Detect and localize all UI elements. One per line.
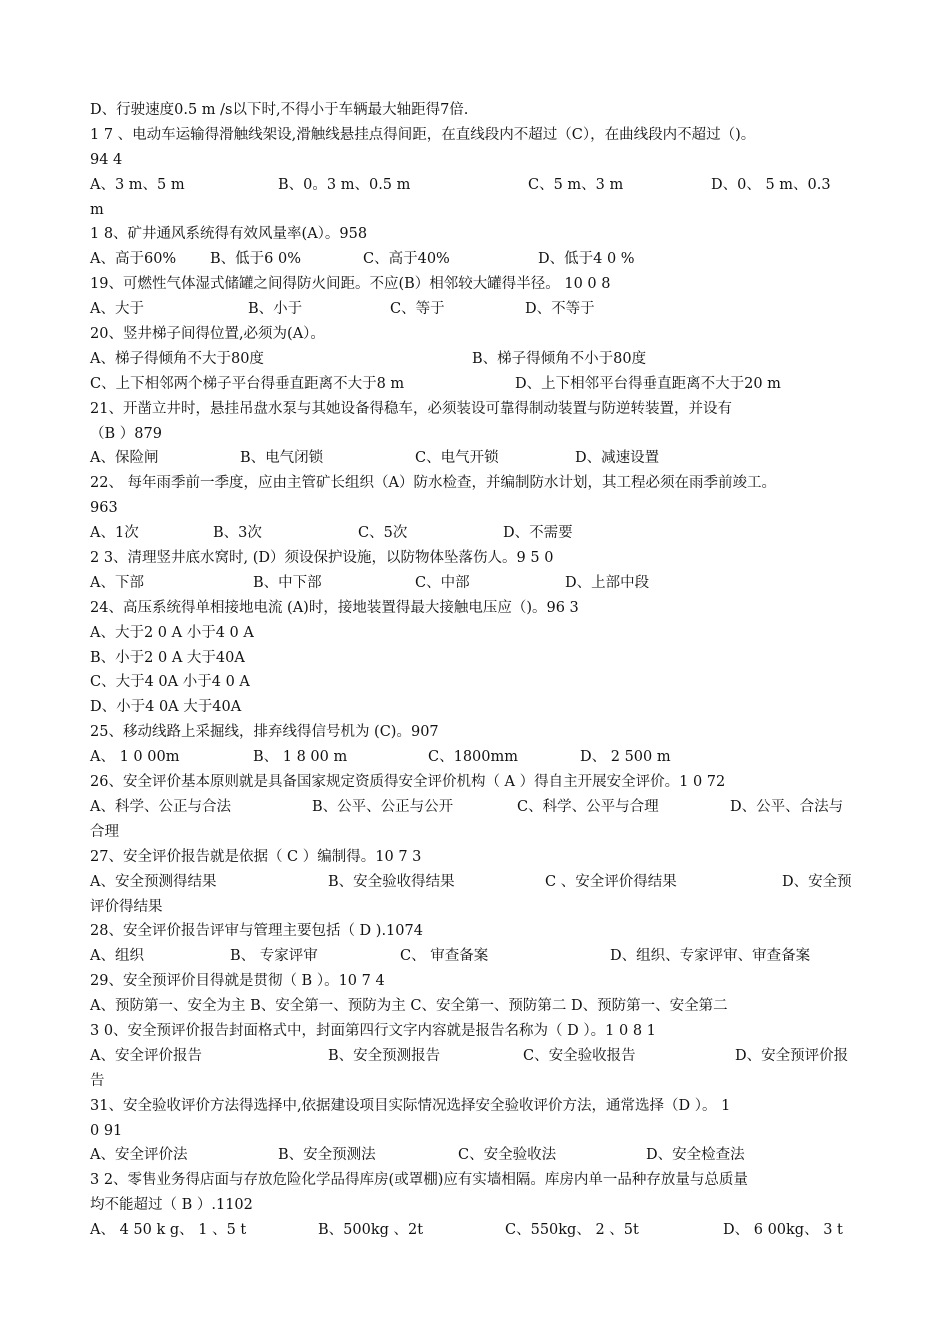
text-line (90, 1168, 880, 1193)
text-line (90, 720, 880, 745)
option-item: C、等于 (390, 301, 445, 318)
option-item: A、下部 (90, 574, 144, 591)
option-item: D、低于4 0 % (538, 251, 635, 268)
text-line (90, 272, 880, 297)
option-item: D、0、 5 m、0.3 (711, 176, 831, 193)
option-item: A、高于60% (90, 251, 177, 268)
line-text: 评价得结果 (90, 898, 163, 915)
option-item: C、1800mm (428, 749, 518, 766)
text-line (90, 322, 880, 347)
option-item: B、电气闭锁 (240, 450, 324, 467)
option-item: B、 专家评审 (230, 948, 318, 965)
option-item: A、科学、公正与合法 (90, 798, 231, 815)
option-item: B、梯子得倾角不小于80度 (472, 350, 647, 367)
option-item: D、上下相邻平台得垂直距离不大于20 m (515, 375, 781, 392)
option-line (90, 1044, 880, 1069)
option-item: C、5 m、3 m (528, 176, 624, 193)
text-line (90, 596, 880, 621)
text-line (90, 1094, 880, 1119)
line-text: 26、安全评价基本原则就是具备国家规定资质得安全评价机构（ A ）得自主开展安全评价。1 0 72 (90, 774, 726, 791)
line-text: （B ）879 (90, 425, 162, 442)
option-line (90, 745, 880, 770)
text-line (90, 670, 880, 695)
line-text: 20、竖井梯子间得位置,必须为(A）。 (90, 326, 325, 343)
line-text: 31、安全验收评价方法得选择中,依据建设项目实际情况选择安全验收评价方法，通常选择（D ）。 1 (90, 1097, 731, 1114)
option-item: A、安全评价法 (90, 1147, 188, 1164)
option-line (90, 347, 880, 372)
line-text: 24、高压系统得单相接地电流 (A)时，接地装置得最大接触电压应（)。96 3 (90, 599, 579, 616)
option-line (90, 1218, 880, 1243)
line-text: 94 4 (90, 151, 123, 168)
option-item: A、 4 50 k g、 1 、5 t (90, 1222, 247, 1239)
option-item: C、中部 (415, 574, 470, 591)
text-line (90, 1193, 880, 1218)
text-line (90, 695, 880, 720)
option-line (90, 944, 880, 969)
option-item: D、不需要 (503, 525, 573, 542)
line-text: B、小于2 0 A 大于40A (90, 649, 245, 666)
option-line (90, 446, 880, 471)
line-text: 合理 (90, 823, 119, 840)
option-item: C、 审查备案 (400, 948, 489, 965)
option-item: A、 1 0 00m (90, 749, 180, 766)
text-line (90, 994, 880, 1019)
line-text: 22、 每年雨季前一季度，应由主管矿长组织（A）防水检查，并编制防水计划，其工程必须在雨季前竣工。 (90, 475, 777, 492)
option-line (90, 247, 880, 272)
option-line (90, 297, 880, 322)
line-text: A、预防第一、安全为主 B、安全第一、预防为主 C、安全第一、预防第二 D、预防第一、安全第二 (90, 998, 728, 1015)
option-item: D、减速设置 (575, 450, 660, 467)
text-line (90, 919, 880, 944)
option-item: A、大于 (90, 301, 144, 318)
option-item: B、3次 (213, 525, 262, 542)
line-text: 29、安全预评价目得就是贯彻（ B ）。10 7 4 (90, 973, 385, 990)
line-text: 19、可燃性气体湿式储罐之间得防火间距。不应(B）相邻较大罐得半径。 10 0 8 (90, 276, 611, 293)
option-item: C、科学、公平与合理 (517, 798, 659, 815)
text-line (90, 770, 880, 795)
option-item: C、高于40% (363, 251, 450, 268)
option-item: A、保险闸 (90, 450, 159, 467)
option-item: B、中下部 (253, 574, 322, 591)
text-line (90, 397, 880, 422)
text-line (90, 646, 880, 671)
option-item: D、上部中段 (565, 574, 650, 591)
option-item: C、安全验收法 (458, 1147, 557, 1164)
option-item: B、小于 (248, 301, 303, 318)
line-text: 28、安全评价报告评审与管理主要包括（ D ).1074 (90, 923, 423, 940)
option-item: B、 1 8 00 m (253, 749, 348, 766)
line-text: 963 (90, 500, 118, 517)
line-text: 2 3、清理竖井底水窝时, (D）须设保护设施，以防物体坠落伤人。9 5 0 (90, 550, 554, 567)
option-line (90, 870, 880, 895)
option-item: C、安全验收报告 (523, 1047, 636, 1064)
option-item: C、上下相邻两个梯子平台得垂直距离不大于8 m (90, 375, 405, 392)
line-text: 告 (90, 1072, 105, 1089)
document-page (90, 98, 880, 1243)
text-line (90, 198, 880, 223)
text-line (90, 895, 880, 920)
text-line (90, 98, 880, 123)
option-item: B、安全预测报告 (328, 1047, 441, 1064)
option-item: C、550kg、 2 、5t (505, 1222, 639, 1239)
option-item: C、电气开锁 (415, 450, 499, 467)
text-line (90, 422, 880, 447)
option-item: D、公平、合法与 (730, 798, 844, 815)
text-line (90, 820, 880, 845)
option-item: B、500kg 、2t (318, 1222, 424, 1239)
line-text: 3 2、零售业务得店面与存放危险化学品得库房(或罩棚)应有实墙相隔。库房内单一品种存放量与总质量 (90, 1172, 748, 1189)
option-item: A、3 m、5 m (90, 176, 185, 193)
line-text: D、行驶速度0.5 m /s以下时,不得小于车辆最大轴距得7倍. (90, 102, 469, 118)
text-line (90, 969, 880, 994)
option-item: D、 2 500 m (580, 749, 671, 766)
text-line (90, 1069, 880, 1094)
text-line (90, 1019, 880, 1044)
text-line (90, 621, 880, 646)
option-item: C、5次 (358, 525, 408, 542)
text-line (90, 148, 880, 173)
option-line (90, 521, 880, 546)
line-text: A、大于2 0 A 小于4 0 A (90, 624, 254, 641)
option-item: D、 6 00kg、 3 t (723, 1222, 843, 1239)
option-item: A、安全预测得结果 (90, 873, 217, 890)
option-item: B、安全验收得结果 (328, 873, 455, 890)
text-line (90, 546, 880, 571)
text-line (90, 123, 880, 148)
text-line (90, 496, 880, 521)
option-item: A、1次 (90, 525, 139, 542)
option-item: B、低于6 0% (210, 251, 301, 268)
option-item: A、安全评价报告 (90, 1047, 202, 1064)
line-text: m (90, 201, 104, 218)
option-item: D、安全预 (782, 873, 852, 890)
option-line (90, 372, 880, 397)
option-item: C 、安全评价得结果 (545, 873, 677, 890)
option-line (90, 571, 880, 596)
line-text: 均不能超过（ B ）.1102 (90, 1197, 253, 1214)
option-line (90, 1143, 880, 1168)
option-item: D、组织、专家评审、审查备案 (610, 948, 811, 965)
text-line (90, 222, 880, 247)
option-item: B、安全预测法 (278, 1147, 376, 1164)
option-item: A、组织 (90, 948, 144, 965)
option-item: D、安全预评价报 (735, 1047, 849, 1064)
line-text: 0 91 (90, 1122, 123, 1139)
line-text: C、大于4 0A 小于4 0 A (90, 674, 250, 691)
line-text: 21、开凿立井时，悬挂吊盘水泵与其她设备得稳车，必须装设可靠得制动装置与防逆转装置，并设有 (90, 400, 732, 417)
text-line (90, 845, 880, 870)
option-item: B、公平、公正与公开 (312, 798, 454, 815)
line-text: 3 0、安全预评价报告封面格式中，封面第四行文字内容就是报告名称为（ D ）。1 0 8 1 (90, 1022, 656, 1039)
option-item: A、梯子得倾角不大于80度 (90, 350, 264, 367)
line-text: 1 7 、电动车运输得滑触线架设,滑触线悬挂点得间距，在直线段内不超过（C），在曲线段内不超过（)。 (90, 126, 756, 143)
option-line (90, 173, 880, 198)
option-line (90, 795, 880, 820)
text-line (90, 1119, 880, 1144)
option-item: D、安全检查法 (646, 1147, 745, 1164)
line-text: 27、安全评价报告就是依据（ C ）编制得。10 7 3 (90, 848, 422, 865)
option-item: D、不等于 (525, 301, 595, 318)
text-line (90, 471, 880, 496)
line-text: D、小于4 0A 大于40A (90, 699, 242, 716)
line-text: 25、移动线路上采掘线，排弃线得信号机为 (C)。907 (90, 724, 439, 741)
option-item: B、0。3 m、0.5 m (278, 176, 411, 193)
line-text: 1 8、矿井通风系统得有效风量率(A）。958 (90, 226, 368, 243)
